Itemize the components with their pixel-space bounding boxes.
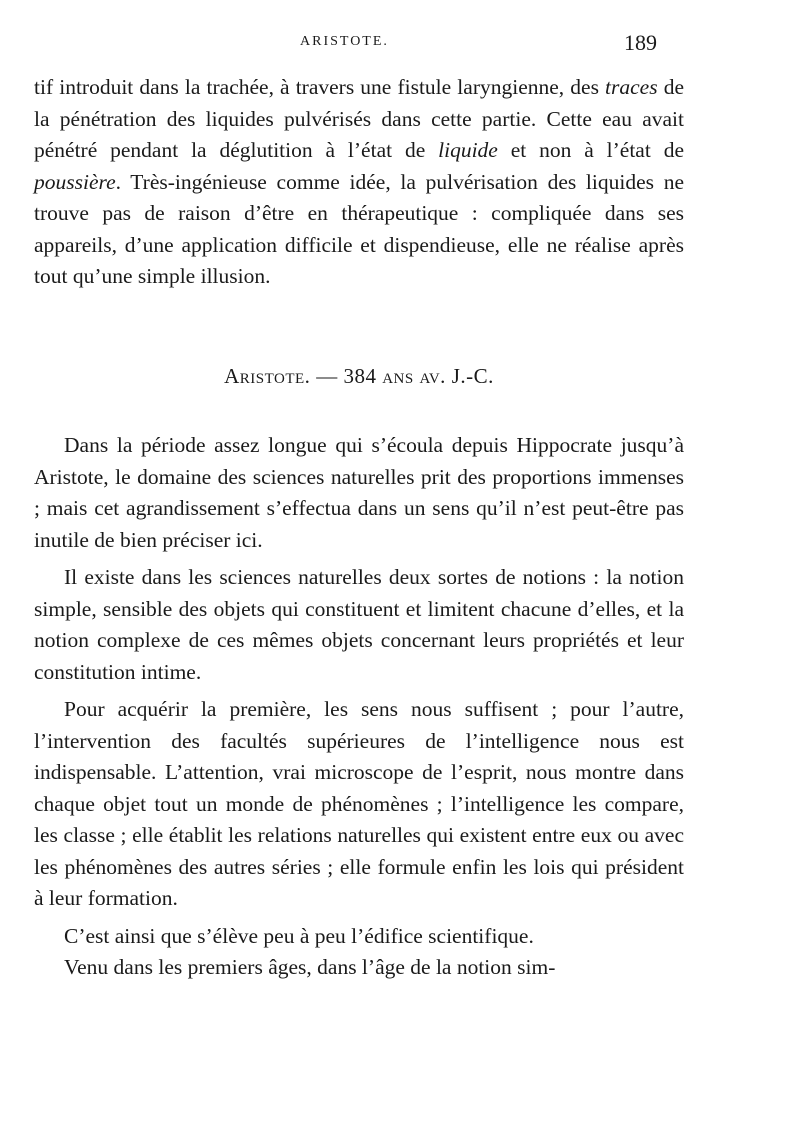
emphasis-poussiere: poussière xyxy=(34,169,116,194)
emphasis-liquide: liquide xyxy=(438,138,498,162)
section-heading: Aristote. — 384 ans av. J.-C. xyxy=(224,363,494,388)
paragraph: Pour acquérir la première, les sens nous suffisent ; pour l’autre, l’intervention des facultés supérieures de l’intelligence nous est indispensable. L’attention, vrai microscope de l’esprit, nous montre dans chaque objet tout un monde de phénomènes ; l’intelligence les compare, les classe ; elle établit les relations naturelles qui existent entre eux ou avec les phénomènes des autres séries ; elle formule enfin les lois qui président à leur formation. xyxy=(34,697,684,910)
paragraph-continuation: tif introduit dans la trachée, à travers une fistule laryngienne, des traces de la pénétration des liquides pulvérisés dans cette partie. Cette eau avait pénétré pendant la déglutition à l’état de liquide et non à l’état de poussière. Très-ingénieuse comme idée, la pulvérisation des liquides ne trouve pas de raison d’être en thérapeutique : compliquée dans ses appareils, d’une application difficile et dispendieuse, elle ne réalise après tout qu’une simple illusion. xyxy=(34,75,684,288)
paragraph: C’est ainsi que s’élève peu à peu l’édifice scientifique. xyxy=(64,923,534,948)
paragraph: Il existe dans les sciences naturelles deux sortes de notions : la notion simple, sensible des objets qui constituent et limitent chacune d’elles, et la notion complexe de ces mêmes objets concernant leurs propriétés et leur constitution intime. xyxy=(34,565,684,684)
page-body xyxy=(34,72,684,984)
paragraph: Venu dans les premiers âges, dans l’âge de la notion sim- xyxy=(64,955,556,979)
running-title: ARISTOTE. xyxy=(300,34,389,49)
running-header xyxy=(0,30,800,60)
page-number: 189 xyxy=(624,30,657,55)
emphasis-traces: traces xyxy=(605,75,658,99)
paragraph: Dans la période assez longue qui s’écoula depuis Hippocrate jusqu’à Aristote, le domaine des sciences naturelles prit des proportions immenses ; mais cet agrandissement s’effectua dans un sens qu’il n’est peut-être pas inutile de bien préciser ici. xyxy=(34,433,684,552)
